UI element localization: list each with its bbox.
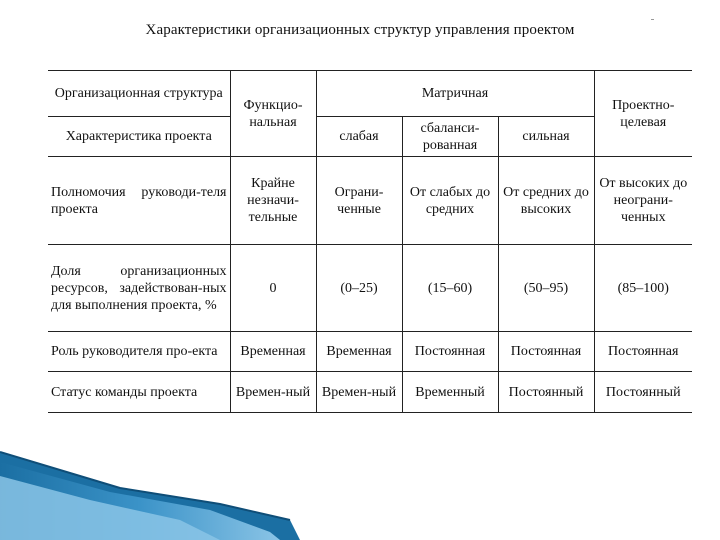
table-cell: Постоянный <box>498 372 594 413</box>
row-label: Доля организационных ресурсов, задействован-ных для выполнения проекта, % <box>48 245 230 332</box>
table-cell: Постоянная <box>594 332 692 372</box>
decorative-ribbon <box>0 440 720 540</box>
header-matrix: Матричная <box>316 71 594 117</box>
header-org-structure: Организационная структура <box>48 71 230 117</box>
table-cell: (85–100) <box>594 245 692 332</box>
table-cell: Постоянный <box>594 372 692 413</box>
header-matrix-balanced: сбаланси-рованная <box>402 117 498 157</box>
row-label: Полномочия руководи-теля проекта <box>48 157 230 245</box>
table-cell: От высоких до неограни-ченных <box>594 157 692 245</box>
header-functional: Функцио-нальная <box>230 71 316 157</box>
row-label: Роль руководителя про-екта <box>48 332 230 372</box>
table-cell: Времен-ный <box>230 372 316 413</box>
row-label: Статус команды проекта <box>48 372 230 413</box>
decorative-dot <box>651 19 654 20</box>
table-row <box>48 157 692 245</box>
table-row <box>48 245 692 332</box>
header-projectized: Проектно-целевая <box>594 71 692 157</box>
table-cell: (50–95) <box>498 245 594 332</box>
table-cell: (15–60) <box>402 245 498 332</box>
header-matrix-strong: сильная <box>498 117 594 157</box>
table-cell: 0 <box>230 245 316 332</box>
characteristics-table-container <box>48 70 692 413</box>
table-cell: (0–25) <box>316 245 402 332</box>
characteristics-table <box>48 70 692 413</box>
table-cell: Крайне незначи-тельные <box>230 157 316 245</box>
page-title: Характеристики организационных структур управления проектом <box>145 22 575 38</box>
table-cell: Постоянная <box>402 332 498 372</box>
table-cell: От средних до высоких <box>498 157 594 245</box>
table-cell: Временный <box>402 372 498 413</box>
header-project-characteristic: Характеристика проекта <box>48 117 230 157</box>
table-cell: От слабых до средних <box>402 157 498 245</box>
table-row <box>48 372 692 413</box>
table-cell: Постоянная <box>498 332 594 372</box>
table-row <box>48 332 692 372</box>
header-matrix-weak: слабая <box>316 117 402 157</box>
header-row-1 <box>48 71 692 117</box>
table-cell: Временная <box>230 332 316 372</box>
table-cell: Временная <box>316 332 402 372</box>
table-cell: Ограни-ченные <box>316 157 402 245</box>
table-cell: Времен-ный <box>316 372 402 413</box>
